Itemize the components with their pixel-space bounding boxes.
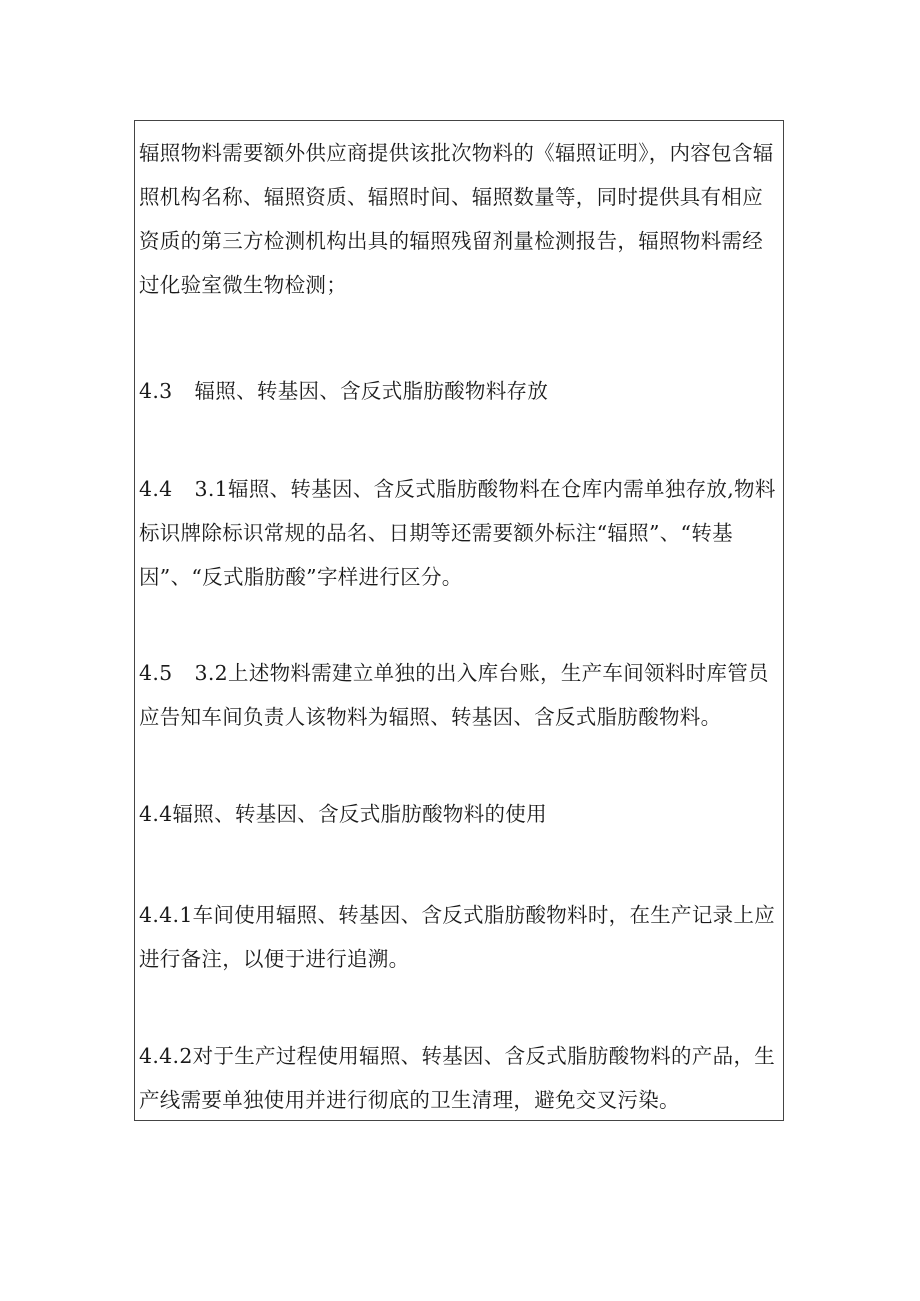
paragraph-text: 3.1辐照、转基因、含反式脂肪酸物料在仓库内需单独存放,物料标识牌除标识常规的品名、日期等还需要额外标注“辐照”、“转基因”、“反式脂肪酸”字样进行区分。 <box>139 477 776 589</box>
paragraph-text: 4.4.2对于生产过程使用辐照、转基因、含反式脂肪酸物料的产品，生产线需要单独使用并进行彻底的卫生清理，避免交叉污染。 <box>139 1044 776 1112</box>
paragraph-text: 4.4辐照、转基因、含反式脂肪酸物料的使用 <box>139 802 547 826</box>
paragraph-number: 4.5 <box>139 661 173 685</box>
paragraph-4-4-2-production-line <box>139 1034 783 1122</box>
paragraph-4-4-1-records <box>139 893 783 981</box>
document-frame <box>134 120 784 1121</box>
paragraph-4-4-usage-heading <box>139 792 783 836</box>
paragraph-text: 4.4.1车间使用辐照、转基因、含反式脂肪酸物料时，在生产记录上应进行备注，以便于进行追溯。 <box>139 903 776 971</box>
paragraph-4-4-separate-storage <box>139 467 783 599</box>
paragraph-number: 4.4 <box>139 477 173 501</box>
paragraph-text: 3.2上述物料需建立单独的出入库台账，生产车间领料时库管员应告知车间负责人该物料为辐照、转基因、含反式脂肪酸物料。 <box>139 661 769 729</box>
paragraph-text: 辐照、转基因、含反式脂肪酸物料存放 <box>194 379 549 403</box>
paragraph-4-3-storage-heading <box>139 369 783 413</box>
paragraph-irradiation-certificate <box>139 131 783 307</box>
paragraph-number: 4.3 <box>139 379 173 403</box>
paragraph-4-5-ledger <box>139 651 783 739</box>
paragraph-text: 辐照物料需要额外供应商提供该批次物料的《辐照证明》，内容包含辐照机构名称、辐照资质、辐照时间、辐照数量等，同时提供具有相应资质的第三方检测机构出具的辐照残留剂量检测报告，辐照物料需经过化验室微生物检测； <box>139 141 774 297</box>
